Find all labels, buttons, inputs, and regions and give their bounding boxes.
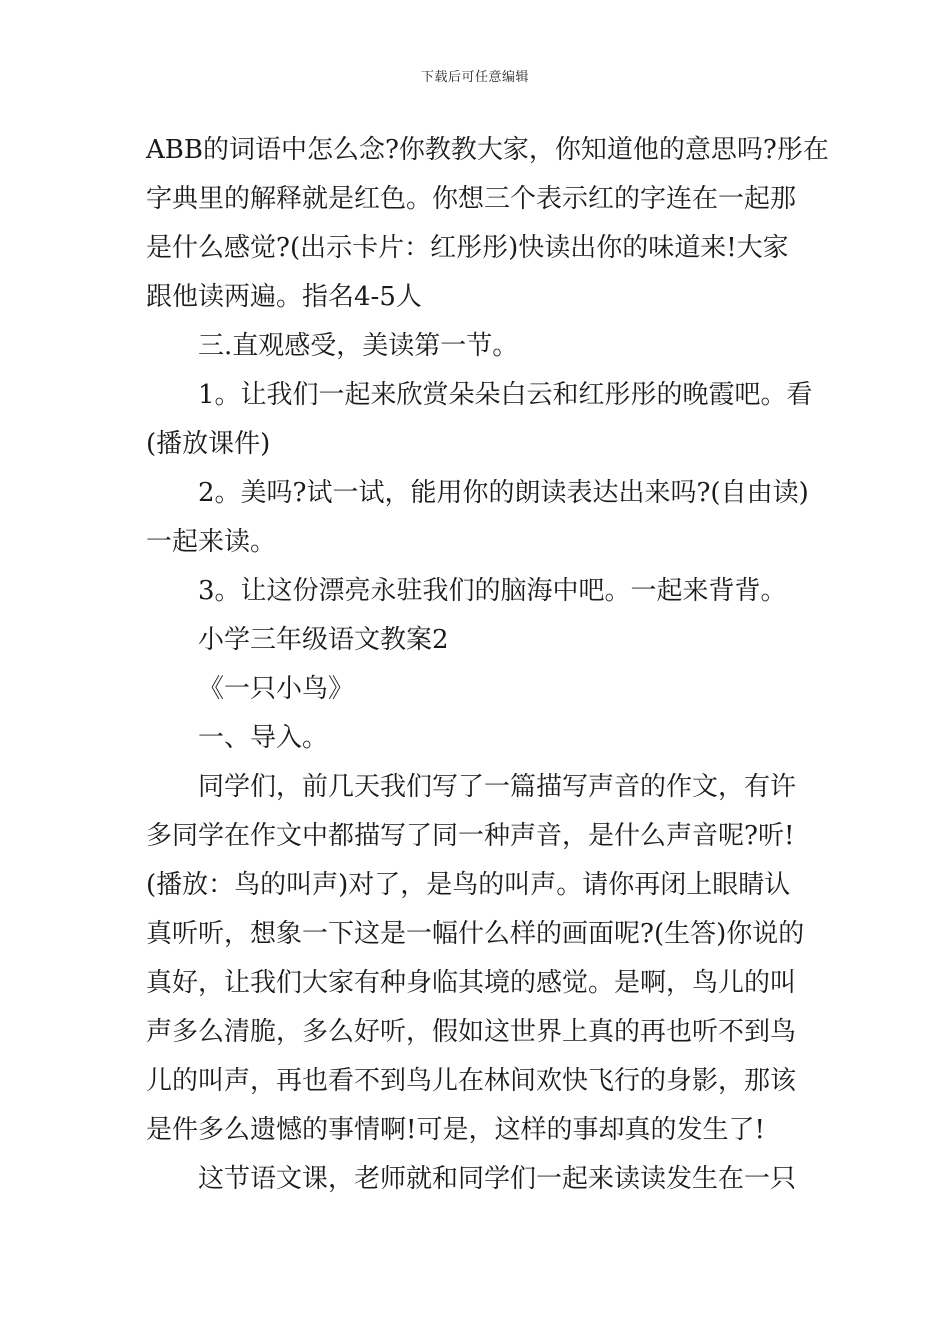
text-line: 字典里的解释就是红色。你想三个表示红的字连在一起那 <box>146 184 797 214</box>
text-line: 是什么感觉?(出示卡片：红彤彤)快读出你的味道来!大家 <box>146 233 789 263</box>
text-line: (播放课件) <box>146 429 271 459</box>
lesson-subtitle: 《一只小鸟》 <box>198 674 355 704</box>
document-body <box>146 130 829 1208</box>
section-heading: 三.直观感受，美读第一节。 <box>198 331 519 361</box>
text-line: 这节语文课，老师就和同学们一起来读读发生在一只 <box>198 1164 797 1194</box>
text-line: (播放：鸟的叫声)对了，是鸟的叫声。请你再闭上眼睛认 <box>146 870 791 900</box>
text-line: 多同学在作文中都描写了同一种声音，是什么声音呢?听! <box>146 821 795 851</box>
section-heading: 一、导入。 <box>198 723 329 753</box>
text-line: 同学们，前几天我们写了一篇描写声音的作文，有许 <box>198 772 797 802</box>
text-line: 一起来读。 <box>146 527 277 557</box>
text-line: 儿的叫声，再也看不到鸟儿在林间欢快飞行的身影，那该 <box>146 1066 797 1096</box>
text-line: 真好，让我们大家有种身临其境的感觉。是啊，鸟儿的叫 <box>146 968 797 998</box>
text-line: 声多么清脆，多么好听，假如这世界上真的再也听不到鸟 <box>146 1017 797 1047</box>
text-line: 真听听，想象一下这是一幅什么样的画面呢?(生答)你说的 <box>146 919 805 949</box>
text-line: ABB的词语中怎么念?你教教大家，你知道他的意思吗?彤在 <box>146 135 829 165</box>
text-line: 是件多么遗憾的事情啊!可是，这样的事却真的发生了! <box>146 1115 765 1145</box>
text-line: 2。美吗?试一试，能用你的朗读表达出来吗?(自由读) <box>198 478 809 508</box>
lesson-title: 小学三年级语文教案2 <box>198 625 449 655</box>
page-header: 下载后可任意编辑 <box>420 70 529 85</box>
text-line: 3。让这份漂亮永驻我们的脑海中吧。一起来背背。 <box>198 576 787 606</box>
text-line: 跟他读两遍。指名4-5人 <box>146 282 422 312</box>
text-line: 1。让我们一起来欣赏朵朵白云和红彤彤的晚霞吧。看 <box>198 380 813 410</box>
